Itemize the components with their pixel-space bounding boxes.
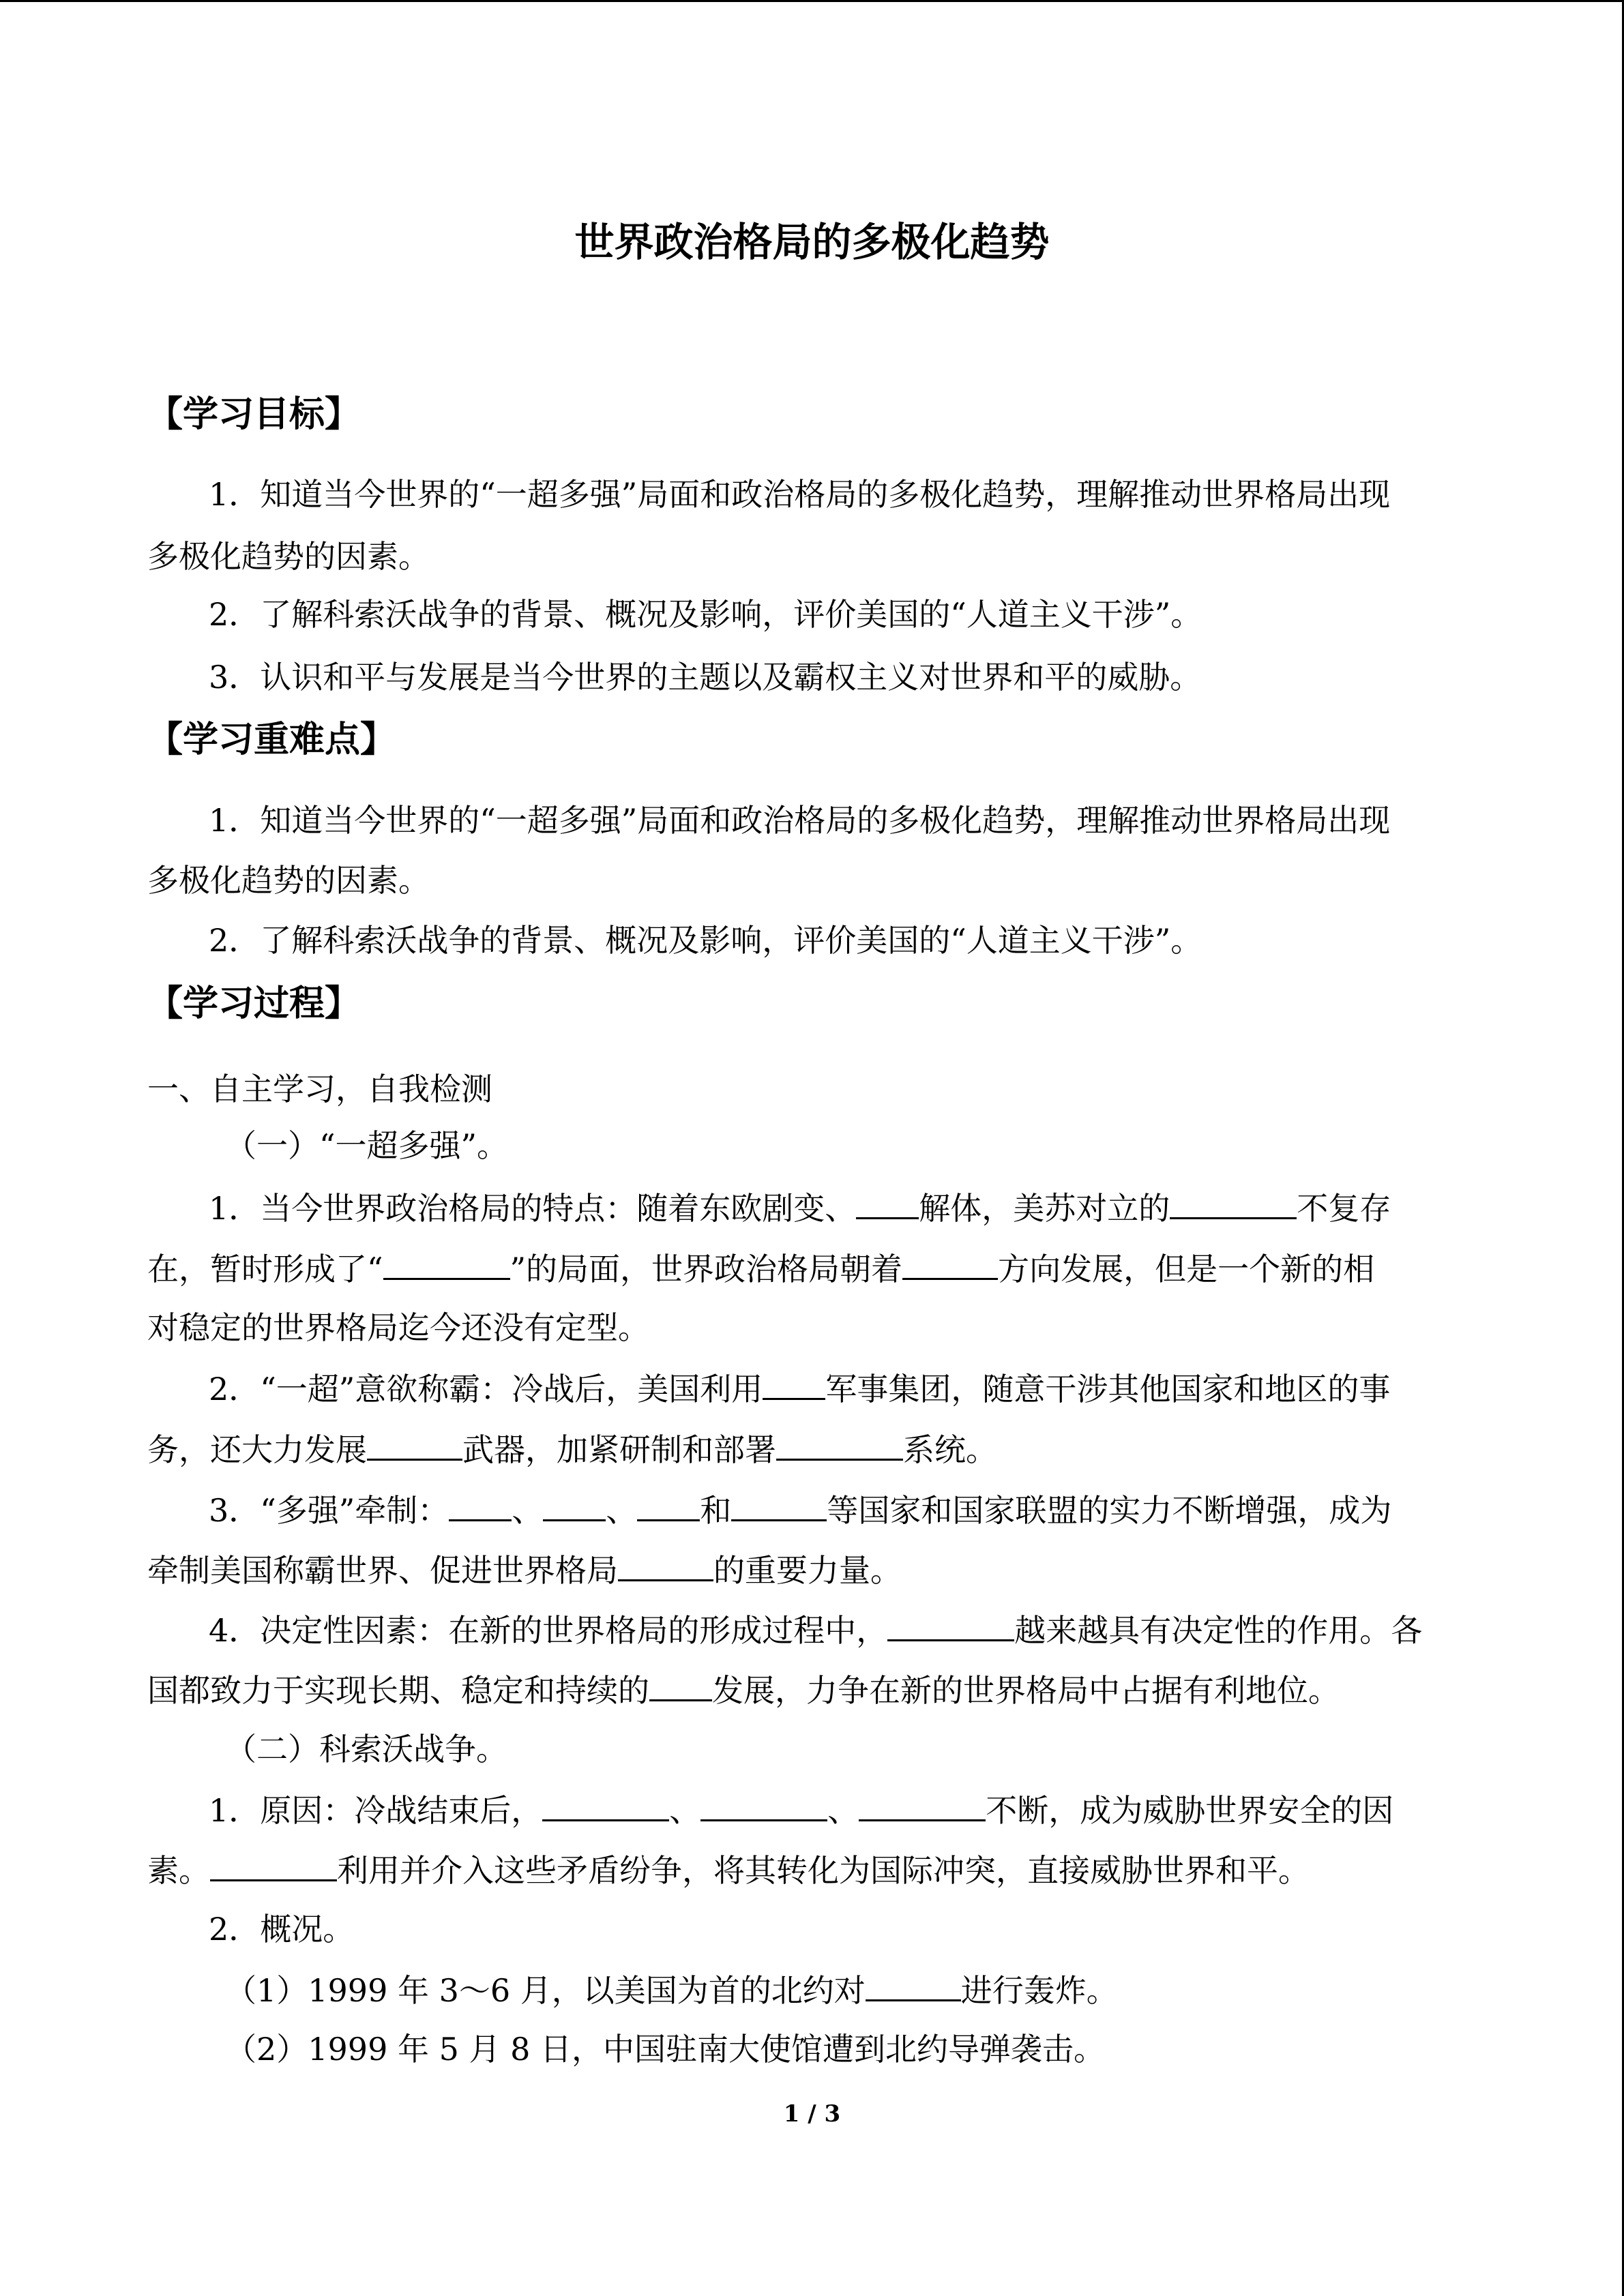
fill-blank[interactable] <box>649 1665 712 1701</box>
kosovo-overview-2: （2）1999 年 5 月 8 日，中国驻南大使馆遭到北约导弹袭击。 <box>225 2031 1105 2068</box>
fill-blank[interactable] <box>210 1845 337 1881</box>
heading-process: 【学习过程】 <box>147 983 361 1024</box>
fill-blank[interactable] <box>856 1183 919 1219</box>
fill-blank[interactable] <box>859 1785 986 1821</box>
fill-blank[interactable] <box>902 1244 998 1280</box>
heading-goals: 【学习目标】 <box>147 394 361 435</box>
fill-blank[interactable] <box>776 1425 903 1461</box>
keypoint-1-cont: 多极化趋势的因素。 <box>147 862 430 899</box>
sub1-title: （一）“一超多强”。 <box>225 1127 509 1164</box>
keypoint-2: 2．了解科索沃战争的背景、概况及影响，评价美国的“人道主义干涉”。 <box>209 922 1202 959</box>
fill-blank[interactable] <box>543 1485 606 1521</box>
fill-blank[interactable] <box>1170 1183 1297 1219</box>
q4-line1: 4．决定性因素：在新的世界格局的形成过程中， 越来越具有决定性的作用。各 <box>209 1605 1477 1654</box>
fill-blank[interactable] <box>449 1485 512 1521</box>
fill-blank[interactable] <box>618 1545 713 1581</box>
goal-1-cont: 多极化趋势的因素。 <box>147 538 430 575</box>
part1-title: 一、自主学习，自我检测 <box>147 1071 492 1107</box>
q4-line2: 国都致力于实现长期、稳定和持续的 发展，力争在新的世界格局中占据有利地位。 <box>147 1665 1477 1714</box>
page-title: 世界政治格局的多极化趋势 <box>574 219 1050 265</box>
q3-line1: 3．“多强”牵制： 、 、 和 等国家和国家联盟的实力不断增强，成为 <box>209 1485 1477 1534</box>
fill-blank[interactable] <box>763 1364 825 1400</box>
kosovo-overview-title: 2．概况。 <box>209 1911 355 1948</box>
q1-line2: 在，暂时形成了“ ”的局面，世界政治格局朝着 方向发展，但是一个新的相 <box>147 1244 1477 1293</box>
q3-line2: 牵制美国称霸世界、促进世界格局 的重要力量。 <box>147 1545 1477 1594</box>
top-border <box>0 0 1624 2</box>
fill-blank[interactable] <box>700 1785 827 1821</box>
kosovo-cause-line2: 素。 利用并介入这些矛盾纷争，将其转化为国际冲突，直接威胁世界和平。 <box>147 1845 1477 1894</box>
q2-line2: 务，还大力发展 武器，加紧研制和部署 系统。 <box>147 1425 1477 1474</box>
q2-line1: 2．“一超”意欲称霸：冷战后，美国利用 军事集团，随意干涉其他国家和地区的事 <box>209 1364 1477 1413</box>
fill-blank[interactable] <box>887 1605 1014 1641</box>
fill-blank[interactable] <box>637 1485 700 1521</box>
page-number: 1 / 3 <box>783 2100 841 2128</box>
keypoint-1: 1．知道当今世界的“一超多强”局面和政治格局的多极化趋势，理解推动世界格局出现 <box>209 802 1391 839</box>
fill-blank[interactable] <box>367 1425 462 1461</box>
heading-keypoints: 【学习重难点】 <box>147 719 396 760</box>
goal-1: 1．知道当今世界的“一超多强”局面和政治格局的多极化趋势，理解推动世界格局出现 <box>209 476 1391 513</box>
fill-blank[interactable] <box>866 1965 961 2001</box>
fill-blank[interactable] <box>383 1244 510 1280</box>
goal-3: 3．认识和平与发展是当今世界的主题以及霸权主义对世界和平的威胁。 <box>209 659 1202 696</box>
kosovo-cause-line1: 1．原因：冷战结束后， 、 、 不断，成为威胁世界安全的因 <box>209 1785 1477 1834</box>
q1-line3: 对稳定的世界格局迄今还没有定型。 <box>147 1309 649 1346</box>
fill-blank[interactable] <box>731 1485 827 1521</box>
sub2-title: （二）科索沃战争。 <box>225 1731 507 1768</box>
goal-2: 2．了解科索沃战争的背景、概况及影响，评价美国的“人道主义干涉”。 <box>209 596 1202 633</box>
q1-line1: 1．当今世界政治格局的特点：随着东欧剧变、 解体，美苏对立的 不复存 <box>209 1183 1477 1232</box>
kosovo-overview-1: （1）1999 年 3～6 月，以美国为首的北约对 进行轰炸。 <box>225 1965 1477 2014</box>
fill-blank[interactable] <box>542 1785 669 1821</box>
